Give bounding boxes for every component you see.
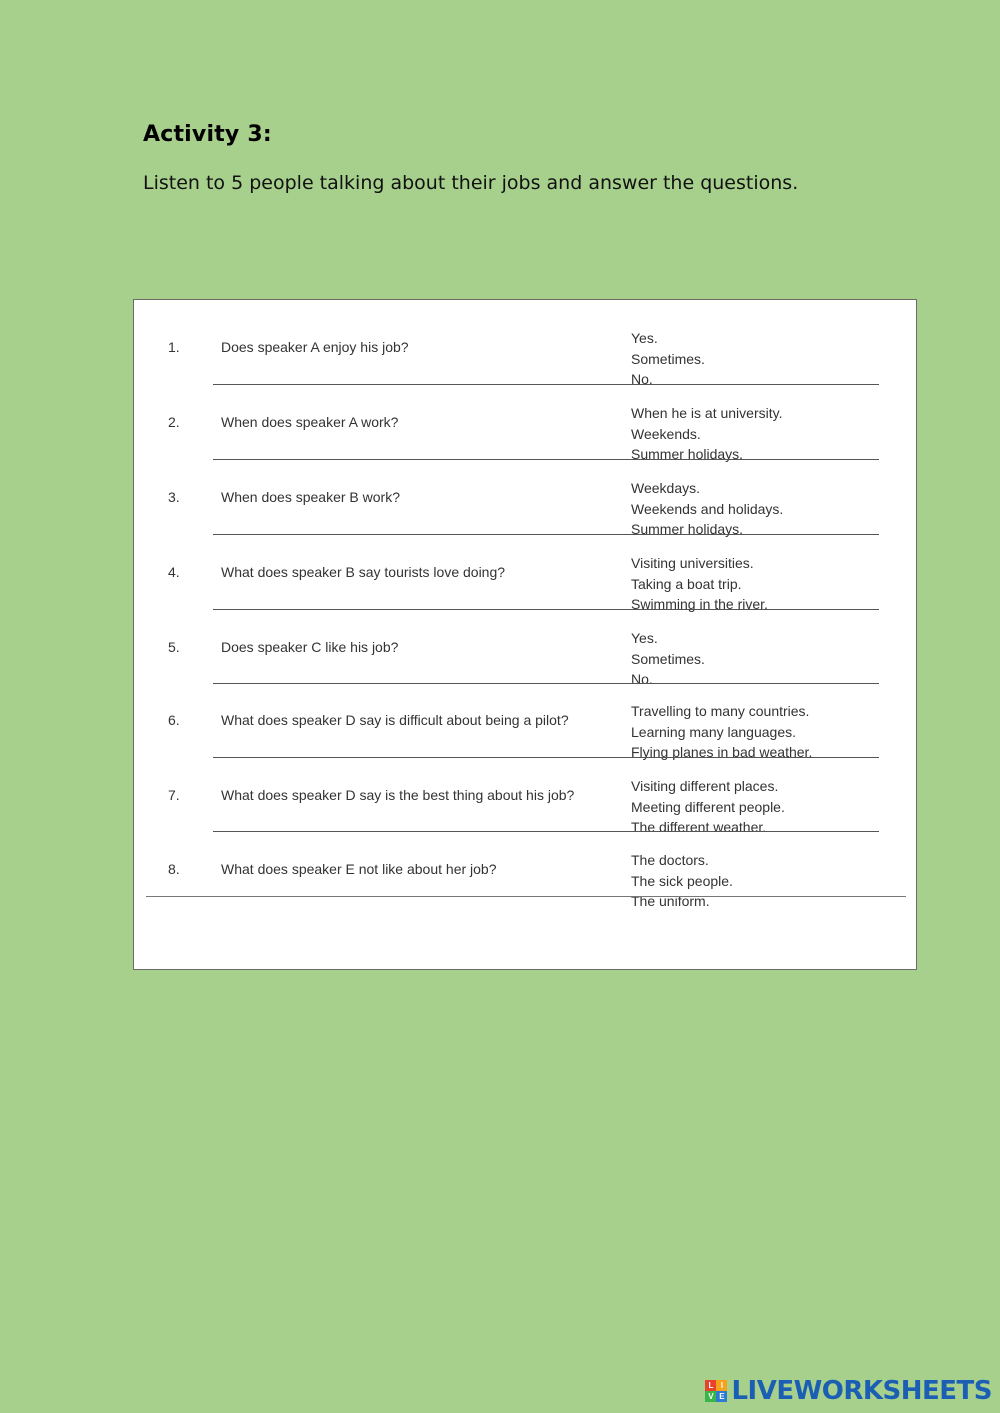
questions-sheet: [133, 299, 917, 970]
answer-options: [631, 776, 785, 838]
logo-cell: E: [716, 1391, 727, 1402]
question-text: When does speaker A work?: [221, 414, 399, 431]
question-number: 8.: [168, 861, 180, 878]
answer-options: [631, 328, 705, 390]
answer-option[interactable]: When he is at university.: [631, 405, 783, 421]
question-number: 2.: [168, 414, 180, 431]
answer-option[interactable]: Weekends and holidays.: [631, 500, 784, 517]
question-row-5: [134, 610, 916, 685]
answer-option[interactable]: Swimming in the river.: [631, 596, 768, 612]
logo-cell: V: [705, 1391, 716, 1402]
answer-option[interactable]: Taking a boat trip.: [631, 575, 742, 592]
question-text: When does speaker B work?: [221, 489, 400, 506]
logo-cell: I: [716, 1380, 727, 1391]
answer-option[interactable]: Travelling to many countries.: [631, 703, 810, 719]
answer-option[interactable]: Sometimes.: [631, 350, 705, 367]
activity-title: Activity 3:: [143, 122, 272, 147]
answer-option[interactable]: The uniform.: [631, 893, 710, 909]
answer-option[interactable]: No.: [631, 371, 653, 387]
answer-options: [631, 478, 783, 540]
question-row-1: [134, 310, 916, 385]
answer-option[interactable]: Weekdays.: [631, 480, 700, 496]
liveworksheets-brand: [705, 1376, 992, 1406]
answer-option[interactable]: The different weather.: [631, 819, 767, 835]
brand-name: LIVEWORKSHEETS: [731, 1376, 992, 1406]
answer-option[interactable]: Visiting universities.: [631, 555, 754, 571]
answer-option[interactable]: Learning many languages.: [631, 723, 797, 740]
answer-options: [631, 403, 782, 465]
answer-option[interactable]: Flying planes in bad weather.: [631, 744, 813, 760]
question-text: What does speaker D say is difficult about being a pilot?: [221, 712, 569, 729]
answer-option[interactable]: Yes.: [631, 630, 658, 646]
answer-option[interactable]: Summer holidays.: [631, 446, 744, 462]
question-number: 4.: [168, 564, 180, 581]
question-row-4: [134, 535, 916, 610]
answer-options: [631, 553, 768, 615]
answer-option[interactable]: Summer holidays.: [631, 521, 744, 537]
question-text: Does speaker C like his job?: [221, 639, 399, 656]
question-number: 5.: [168, 639, 180, 656]
answer-option[interactable]: Weekends.: [631, 425, 701, 442]
question-number: 1.: [168, 339, 180, 356]
question-number: 6.: [168, 712, 180, 729]
answer-options: [631, 850, 733, 912]
question-text: What does speaker E not like about her job?: [221, 861, 497, 878]
answer-option[interactable]: No.: [631, 671, 653, 687]
question-row-7: [134, 758, 916, 833]
question-number: 7.: [168, 787, 180, 804]
question-row-6: [134, 683, 916, 758]
answer-options: [631, 628, 705, 690]
table-bottom-rule: [146, 896, 906, 897]
answer-option[interactable]: Visiting different places.: [631, 778, 779, 794]
question-text: What does speaker B say tourists love doing?: [221, 564, 506, 581]
liveworksheets-logo-icon: [705, 1380, 727, 1402]
answer-option[interactable]: The sick people.: [631, 872, 733, 889]
answer-options: [631, 701, 812, 763]
logo-cell: L: [705, 1380, 716, 1391]
question-row-3: [134, 460, 916, 535]
answer-option[interactable]: Yes.: [631, 330, 658, 346]
question-text: What does speaker D say is the best thing about his job?: [221, 787, 575, 804]
question-number: 3.: [168, 489, 180, 506]
answer-option[interactable]: Meeting different people.: [631, 798, 785, 815]
answer-option[interactable]: The doctors.: [631, 852, 709, 868]
question-row-2: [134, 385, 916, 460]
answer-option[interactable]: Sometimes.: [631, 650, 705, 667]
activity-instruction: Listen to 5 people talking about their jobs and answer the questions.: [143, 172, 799, 194]
question-text: Does speaker A enjoy his job?: [221, 339, 409, 356]
